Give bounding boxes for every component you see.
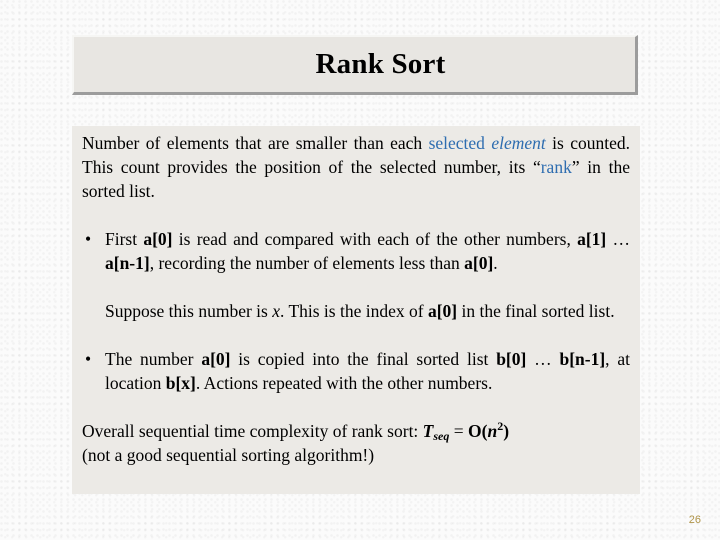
- summary-paragraph: [82, 419, 630, 467]
- note-text-2: . This is the index of: [280, 301, 428, 321]
- bullet-first-compare: [82, 227, 630, 275]
- bullet2-bx: b[x]: [165, 373, 196, 393]
- intro-text-2: is counted. This count provides the position of the selected number, its “: [82, 133, 630, 177]
- bullet1-a0-end: a[0]: [464, 253, 494, 273]
- bullet1-a1: a[1]: [577, 229, 607, 249]
- intro-paragraph: [82, 131, 630, 203]
- bullet1-ellipsis: …: [606, 229, 631, 249]
- bullet-icon: •: [85, 349, 92, 369]
- summary-line-2: (not a good sequential sorting algorithm!): [82, 445, 375, 465]
- selected-word: selected: [428, 133, 485, 153]
- summary-big-o: O(: [468, 421, 488, 441]
- title-box: [72, 35, 638, 95]
- bullet-icon: •: [85, 229, 92, 249]
- bullet2-text-2: is copied into the final sorted list: [230, 349, 497, 369]
- summary-exponent: 2: [497, 419, 504, 433]
- bullet1-text-1: First: [105, 229, 144, 249]
- summary-T: T: [422, 421, 434, 441]
- bullet2-a0: a[0]: [201, 349, 231, 369]
- element-word: element: [491, 133, 546, 153]
- bullet1-an1: a[n-1]: [105, 253, 150, 273]
- bullet2-b0: b[0]: [496, 349, 527, 369]
- bullet2-text-1: The number: [105, 349, 202, 369]
- intro-text-3: ” in the sorted list.: [82, 157, 630, 201]
- page-number: 26: [688, 514, 701, 526]
- note-a0: a[0]: [427, 301, 458, 321]
- summary-sub-seq: seq: [433, 429, 450, 443]
- bullet2-text-4: . Actions repeated with the other numbers.: [195, 373, 493, 393]
- bullet1-period: .: [493, 253, 498, 273]
- bullet-copy-number: [82, 347, 630, 395]
- summary-equals: =: [449, 421, 468, 441]
- summary-text: Overall sequential time complexity of rank sort:: [82, 421, 423, 441]
- content-box: [72, 126, 640, 494]
- bullet1-a0: a[0]: [143, 229, 173, 249]
- bullet1-text-2: is read and compared with each of the other numbers,: [172, 229, 578, 249]
- summary-close-paren: ): [503, 421, 510, 441]
- note-var-x: x: [272, 301, 281, 321]
- bullet2-text-3: , at location: [105, 349, 630, 393]
- bullet1-text-3: , recording the number of elements less than: [149, 253, 465, 273]
- rank-word: rank: [540, 157, 572, 177]
- intro-text-1: Number of elements that are smaller than each: [82, 133, 429, 153]
- bullet2-bn1: b[n-1]: [559, 349, 606, 369]
- summary-n: n: [487, 421, 498, 441]
- note-text-1: Suppose this number is: [105, 301, 273, 321]
- note-text-3: in the final sorted list.: [457, 301, 615, 321]
- slide-title: Rank Sort: [315, 48, 446, 80]
- bullet2-ellipsis: …: [526, 349, 560, 369]
- note-paragraph: [82, 299, 630, 323]
